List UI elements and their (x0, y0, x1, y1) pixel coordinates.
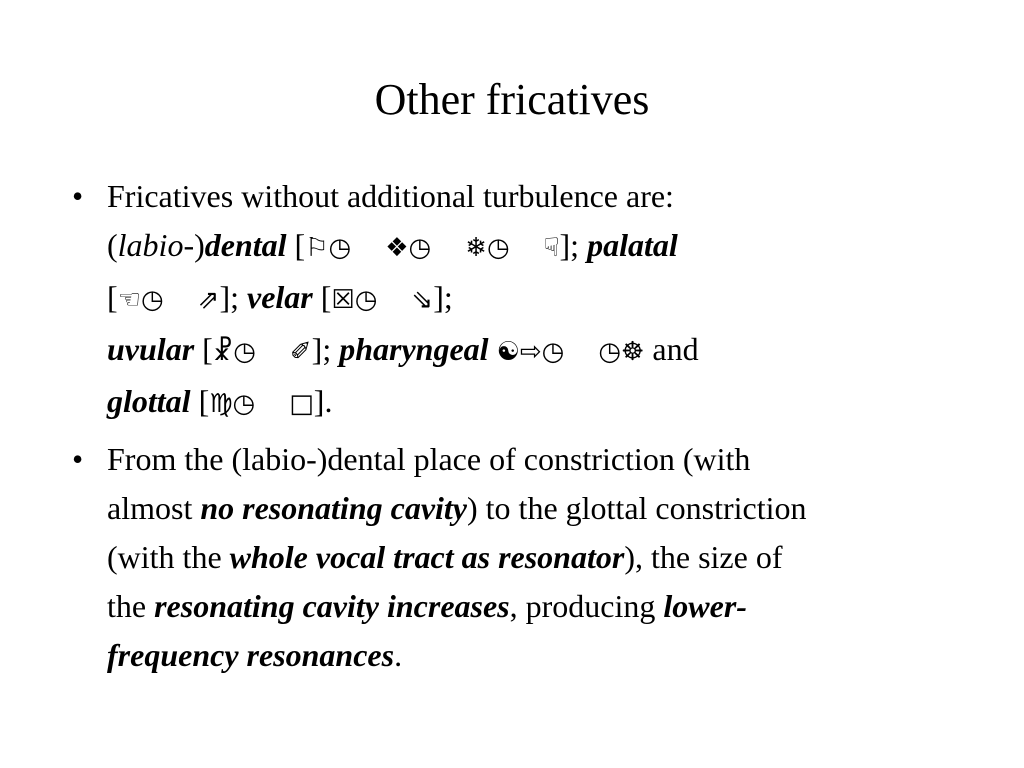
symbol-phar-3: ◷ (598, 337, 622, 367)
symbol-mailbox: ◷ (140, 285, 164, 315)
bracket-open: [ (198, 383, 210, 419)
symbol-glottal-2: □ (289, 389, 314, 419)
symbol-phar-4: ☸ (621, 337, 645, 367)
term-no-resonating-cavity: no resonating cavity (200, 490, 467, 526)
text-period: . (394, 637, 403, 673)
term-frequency-resonances: frequency resonances (107, 637, 395, 673)
symbol-mailbox: ◷ (408, 233, 432, 263)
hyphen-paren: -) (183, 227, 205, 263)
symbol-uvular-1: ☧ (212, 337, 234, 367)
uvular-term: uvular (107, 331, 195, 367)
symbol-velar-2: ⇘ (411, 285, 434, 315)
labio-text: labio (117, 227, 184, 263)
bracket-open: [ (294, 227, 306, 263)
symbol-mailbox: ◷ (233, 337, 256, 367)
text-the: the (107, 588, 155, 624)
line-1: From the (labio-)dental place of constriction (with (107, 441, 751, 477)
symbol-thumbdown: ☟ (543, 233, 560, 263)
line-dental (107, 221, 984, 273)
line-4 (107, 582, 984, 631)
line-velar (107, 273, 984, 325)
symbol-diamonds: ❖ (385, 233, 409, 263)
symbol-glottal-1: ♍ (209, 389, 233, 419)
bullet-list (0, 172, 1024, 686)
symbol-phar-1: ☯ (496, 337, 520, 367)
text-size-of: ), the size of (624, 539, 783, 575)
bracket-close-final: ]. (313, 383, 333, 419)
symbol-mailbox: ◷ (232, 389, 256, 419)
velar-term: velar (247, 279, 313, 315)
text-with-the: (with the (107, 539, 230, 575)
line-3 (107, 533, 984, 582)
symbol-mailbox: ◷ (541, 337, 565, 367)
bracket-open: [ (202, 331, 213, 367)
bracket-close: ]; (433, 279, 453, 315)
bullet-marker: • (72, 441, 84, 477)
term-lower: lower- (663, 588, 747, 624)
glottal-term: glottal (107, 383, 191, 419)
symbol-mailbox: ◷ (354, 285, 378, 315)
symbol-mailbox: ◷ (486, 233, 510, 263)
text-glottal-constriction: ) to the glottal constriction (467, 490, 807, 526)
line-intro: Fricatives without additional turbulence are: (107, 178, 674, 214)
and-text: and (652, 331, 699, 367)
palatal-term: palatal (587, 227, 678, 263)
text-almost: almost (107, 490, 201, 526)
symbol-palatal-1: ☜ (117, 285, 141, 315)
symbol-uvular-2: ✐ (289, 337, 312, 367)
line-glottal (107, 377, 984, 429)
line-2 (107, 484, 984, 533)
term-cavity-increases: resonating cavity increases (154, 588, 510, 624)
line-uvular (107, 325, 984, 377)
symbol-phar-2: ⇨ (519, 337, 542, 367)
bracket-open: [ (320, 279, 332, 315)
open-paren: ( (107, 227, 118, 263)
term-whole-vocal-tract: whole vocal tract as resonator (229, 539, 625, 575)
symbol-snowflake: ❄ (465, 233, 487, 263)
bullet-marker: • (72, 178, 84, 214)
bullet-fricative-list (0, 172, 1024, 429)
symbol-velar-1: ☒ (331, 285, 355, 315)
dental-term: dental (204, 227, 287, 263)
slide-title: Other fricatives (374, 75, 650, 124)
bracket-close: ]; (311, 331, 332, 367)
text-producing: , producing (509, 588, 664, 624)
pharyngeal-term: pharyngeal (339, 331, 489, 367)
bullet-resonance (0, 435, 1024, 680)
bracket-open: [ (107, 279, 118, 315)
symbol-mailbox: ◷ (328, 233, 352, 263)
bracket-close: ]; (219, 279, 239, 315)
bracket-close: ]; (559, 227, 580, 263)
symbol-flag: ⚐ (305, 233, 329, 263)
symbol-palatal-2: ⇗ (197, 285, 220, 315)
line-5 (107, 631, 984, 680)
